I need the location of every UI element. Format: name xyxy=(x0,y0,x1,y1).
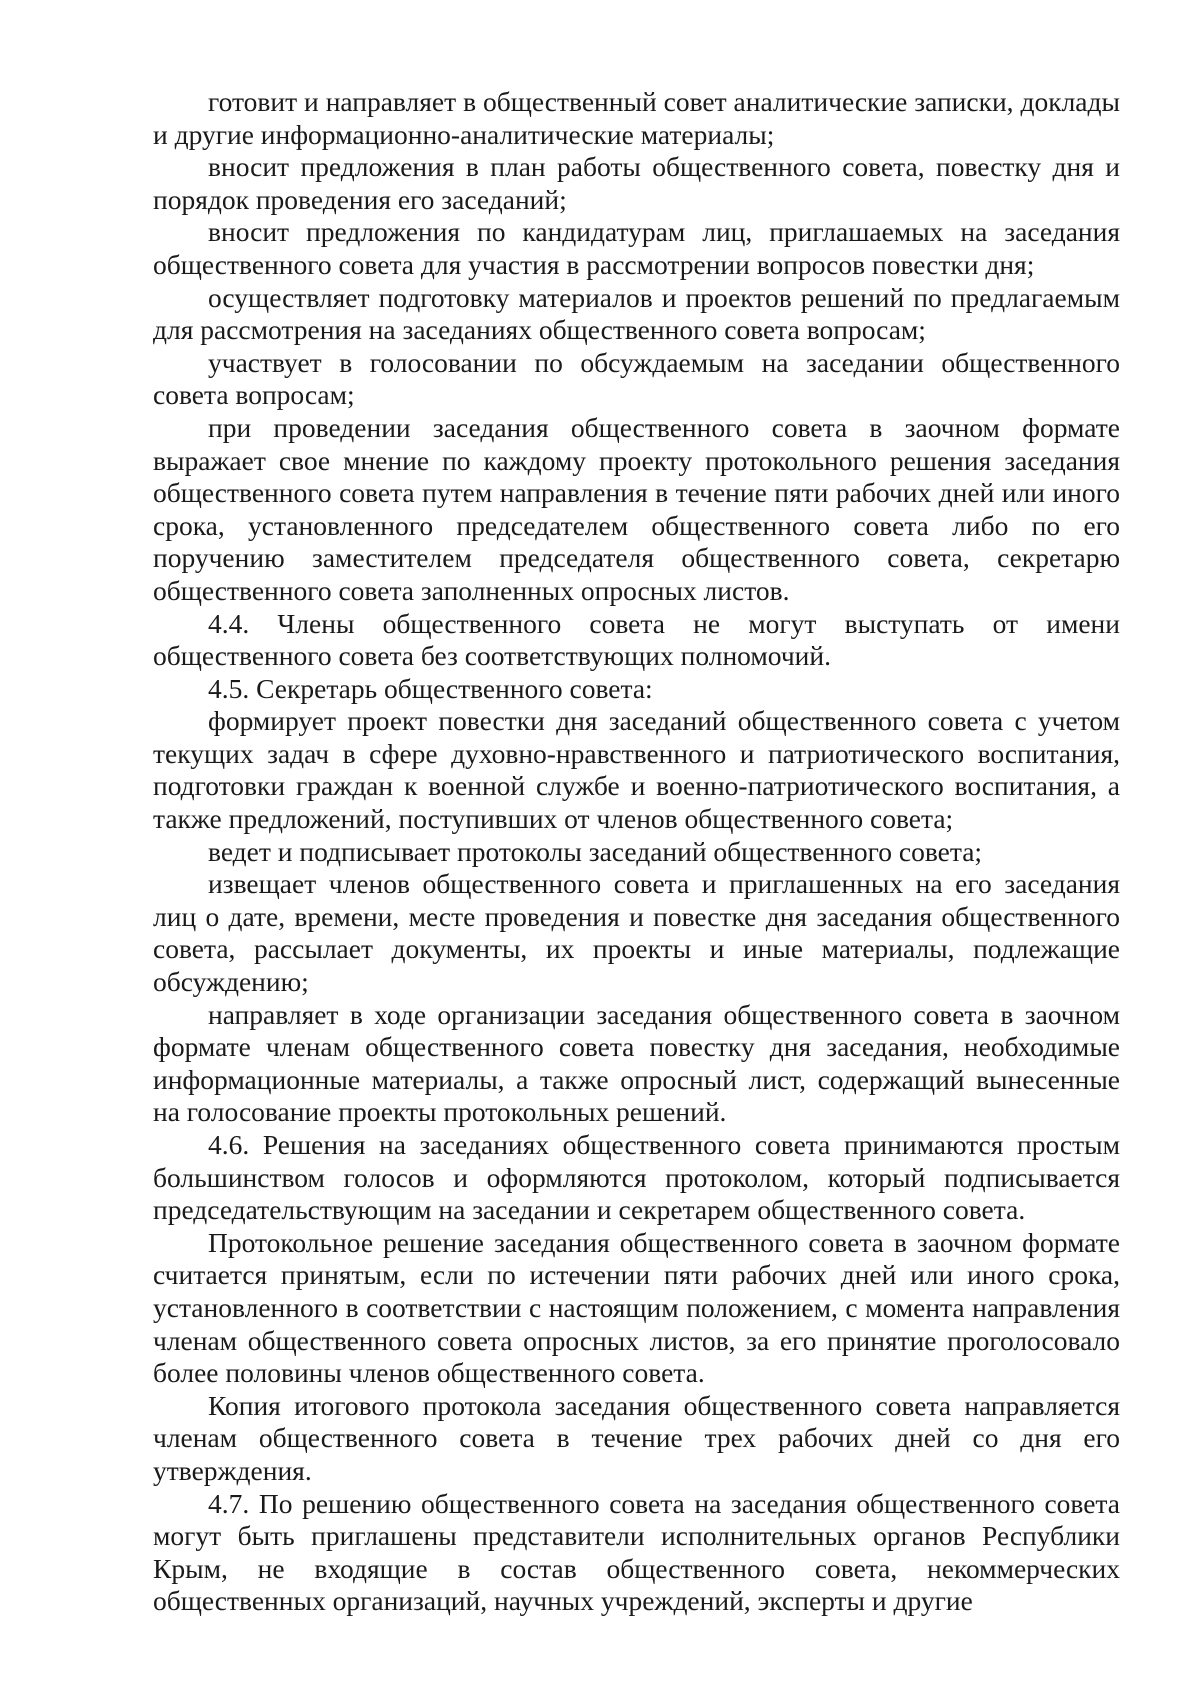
paragraph-absentee-decision: Протокольное решение заседания общественного совета в заочном формате считается принятым, если по истечении пяти рабочих дней или иного срока, установленного в соответствии с настоящим положением, с момента направления членам общественного совета опросных листов, за его принятие проголосовало более половины членов общественного совета. xyxy=(153,1226,1120,1389)
clause-4-4: 4.4. Члены общественного совета не могут выступать от имени общественного совета без соответствующих полномочий. xyxy=(153,607,1120,672)
paragraph-voting: участвует в голосовании по обсуждаемым на заседании общественного совета вопросам; xyxy=(153,346,1120,411)
clause-4-7: 4.7. По решению общественного совета на заседания общественного совета могут быть приглашены представители исполнительных органов Республики Крым, не входящие в состав общественного совета, некоммерческих общественных организаций, научных учреждений, эксперты и другие xyxy=(153,1487,1120,1617)
paragraph-materials-preparation: осуществляет подготовку материалов и проектов решений по предлагаемым для рассмотрения на заседаниях общественного совета вопросам; xyxy=(153,281,1120,346)
clause-4-5-heading: 4.5. Секретарь общественного совета: xyxy=(208,672,653,704)
paragraph-candidate-proposals: вносит предложения по кандидатурам лиц, приглашаемых на заседания общественного совета для участия в рассмотрении вопросов повестки дня; xyxy=(153,216,1120,280)
paragraph-agenda-draft: формирует проект повестки дня заседаний общественного совета с учетом текущих задач в сфере духовно-нравственного и патриотического воспитания, подготовки граждан к военной службе и военно-патриотического воспитания, а также предложений, поступивших от членов общественного совета; xyxy=(153,705,1120,835)
clause-4-6: 4.6. Решения на заседаниях общественного совета принимаются простым большинством голосов и оформляются протоколом, который подписывается председательствующим на заседании и секретарем общественного совета. xyxy=(153,1129,1120,1226)
paragraph-work-plan-proposals: вносит предложения в план работы общественного совета, повестку дня и порядок проведения его заседаний; xyxy=(153,151,1120,215)
paragraph-absentee-opinion: при проведении заседания общественного совета в заочном формате выражает свое мнение по каждому проекту протокольного решения заседания общественного совета путем направления в течение пяти рабочих дней или иного срока, установленного председателем общественного совета либо по его поручению заместителем председателя общественного совета, секретарю общественного совета заполненных опросных листов. xyxy=(153,411,1120,606)
paragraph-protocol-copy: Копия итогового протокола заседания общественного совета направляется членам общественного совета в течение трех рабочих дней со дня его утверждения. xyxy=(153,1389,1120,1486)
paragraph-minutes: ведет и подписывает протоколы заседаний общественного совета; xyxy=(208,835,983,867)
paragraph-absentee-materials: направляет в ходе организации заседания общественного совета в заочном формате членам общественного совета повестку дня заседания, необходимые информационные материалы, а также опросный лист, содержащий вынесенные на голосование проекты протокольных решений. xyxy=(153,998,1120,1128)
paragraph-notification: извещает членов общественного совета и приглашенных на его заседания лиц о дате, времени, месте проведения и повестке дня заседания общественного совета, рассылает документы, их проекты и иные материалы, подлежащие обсуждению; xyxy=(153,868,1120,998)
paragraph-secretary-reports: готовит и направляет в общественный совет аналитические записки, доклады и другие информационно-аналитические материалы; xyxy=(153,86,1120,150)
document-body xyxy=(153,86,1120,1618)
